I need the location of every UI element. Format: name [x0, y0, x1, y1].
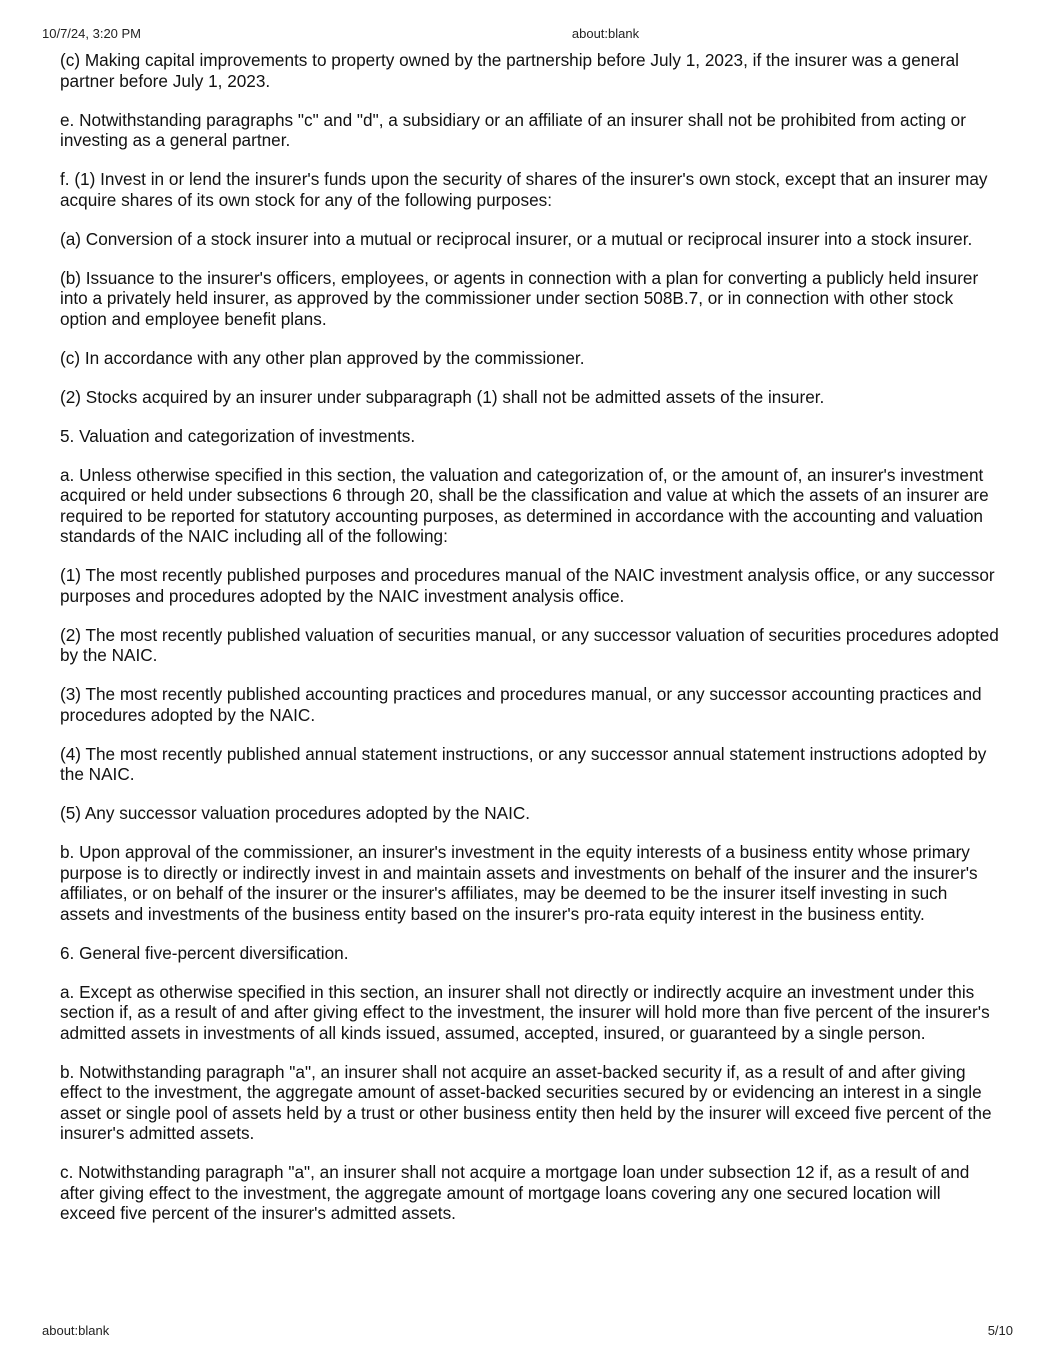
print-page-title: about:blank	[571, 26, 640, 41]
paragraph: (a) Conversion of a stock insurer into a mutual or reciprocal insurer, or a mutual or reciprocal insurer into a stock insurer.	[60, 228, 973, 249]
section-heading: 6. General five-percent diversification.	[60, 942, 349, 963]
paragraph: (4) The most recently published annual statement instructions, or any successor annual statement instructions adopted by the NAIC.	[60, 743, 987, 784]
paragraph: (2) Stocks acquired by an insurer under subparagraph (1) shall not be admitted assets of the insurer.	[60, 386, 825, 407]
page-number: 5/10	[987, 1323, 1013, 1338]
paragraph: (5) Any successor valuation procedures adopted by the NAIC.	[60, 803, 531, 823]
paragraph: b. Upon approval of the commissioner, an insurer's investment in the equity interests of a business entity whose primary purpose is to directly or indirectly invest in and maintain assets and investments on behalf of the insurer and the insurer's affiliates, or on behalf of the insurer or the insurer's affiliates, may be deemed to be the insurer itself investing in such assets and investments of the business entity based on the insurer's pro-rata equity interest in the business entity.	[60, 842, 978, 924]
print-datetime: 10/7/24, 3:20 PM	[42, 26, 142, 41]
paragraph: a. Except as otherwise specified in this section, an insurer shall not directly or indirectly acquire an investment under this section if, as a result of and after giving effect to the investment, the insurer will hold more than five percent of the insurer's admitted assets in investments of all kinds issued, assumed, accepted, insured, or guaranteed by a single person.	[60, 981, 990, 1043]
paragraph: (c) In accordance with any other plan approved by the commissioner.	[60, 347, 585, 368]
paragraph: (2) The most recently published valuation of securities manual, or any successor valuation of securities procedures adopted by the NAIC.	[60, 624, 999, 665]
paragraph: f. (1) Invest in or lend the insurer's funds upon the security of shares of the insurer's own stock, except that an insurer may acquire shares of its own stock for any of the following purposes:	[60, 169, 988, 210]
paragraph: (1) The most recently published purposes and procedures manual of the NAIC investment analysis office, or any successor purposes and procedures adopted by the NAIC investment analysis office.	[60, 565, 995, 606]
paragraph: (3) The most recently published accounting practices and procedures manual, or any successor accounting practices and procedures adopted by the NAIC.	[60, 684, 982, 725]
section-heading: 5. Valuation and categorization of investments.	[60, 425, 416, 446]
paragraph: (c) Making capital improvements to property owned by the partnership before July 1, 2023, if the insurer was a general partner before July 1, 2023.	[60, 50, 959, 91]
document-body	[60, 50, 1000, 1242]
paragraph: (b) Issuance to the insurer's officers, employees, or agents in connection with a plan for converting a publicly held insurer into a privately held insurer, as approved by the commissioner under section 508B.7, or in connection with other stock option and employee benefit plans.	[60, 267, 979, 329]
paragraph: b. Notwithstanding paragraph "a", an insurer shall not acquire an asset-backed security if, as a result of and after giving effect to the investment, the aggregate amount of asset-backed securities secured by or evidencing an interest in a single asset or single pool of assets held by a trust or other business entity then held by the insurer will exceed five percent of the insurer's admitted assets.	[60, 1061, 992, 1143]
paragraph: e. Notwithstanding paragraphs "c" and "d", a subsidiary or an affiliate of an insurer shall not be prohibited from acting or investing as a general partner.	[60, 109, 966, 150]
paragraph: c. Notwithstanding paragraph "a", an insurer shall not acquire a mortgage loan under subsection 12 if, as a result of and after giving effect to the investment, the aggregate amount of mortgage loans covering any one secured location will exceed five percent of the insurer's admitted assets.	[60, 1162, 970, 1223]
print-url: about:blank	[42, 1323, 110, 1338]
paragraph: a. Unless otherwise specified in this section, the valuation and categorization of, or the amount of, an insurer's investment acquired or held under subsections 6 through 20, shall be the classification and value at which the assets of an insurer are required to be reported for statutory accounting purposes, as determined in accordance with the accounting and valuation standards of the NAIC including all of the following:	[60, 464, 989, 546]
